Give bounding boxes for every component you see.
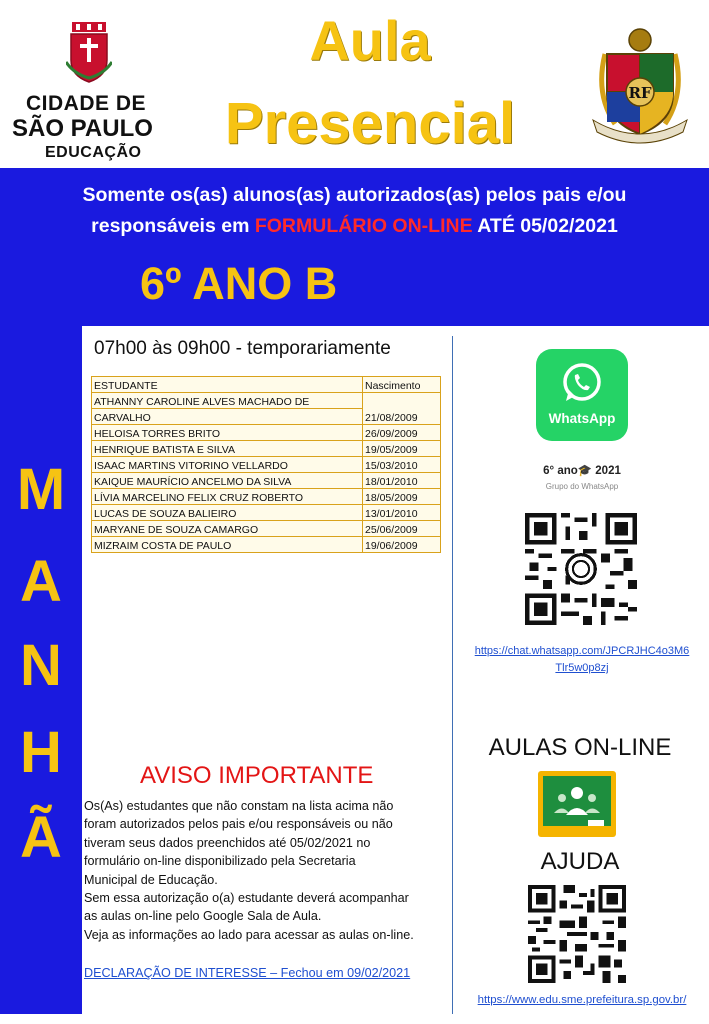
whatsapp-link-line1[interactable]: https://chat.whatsapp.com/JPCRJHC4o3M6 <box>474 645 690 657</box>
student-birth: 15/03/2010 <box>363 457 441 473</box>
schedule-time: 07h00 às 09h00 - temporariamente <box>94 338 391 359</box>
header-cell-student: ESTUDANTE <box>92 377 363 393</box>
side-letter: N <box>20 633 62 698</box>
school-emblem-icon <box>585 24 695 144</box>
side-letter: A <box>20 549 62 614</box>
table-header-row <box>92 377 441 393</box>
logo-dept-line: EDUCAÇÃO <box>45 144 142 161</box>
side-letter: H <box>20 720 62 785</box>
student-name: HELOISA TORRES BRITO <box>92 425 363 441</box>
whatsapp-link-line2[interactable]: Tlr5w0p8zj <box>555 662 609 674</box>
student-name: KAIQUE MAURÍCIO ANCELMO DA SILVA <box>92 473 363 489</box>
student-name: ISAAC MARTINS VITORINO VELLARDO <box>92 457 363 473</box>
banner-form-highlight: FORMULÁRIO ON-LINE <box>254 215 473 237</box>
side-letter: Ã <box>20 805 62 870</box>
help-site-link[interactable]: https://www.edu.sme.prefeitura.sp.gov.br/ <box>477 994 687 1006</box>
banner-notice <box>0 180 709 242</box>
whatsapp-group-name: 6° ano🎓 2021 <box>543 465 621 477</box>
notice-line: Sem essa autorização o(a) estudante deverá acompanhar <box>84 891 409 906</box>
page-title-line1: Aula <box>309 9 431 72</box>
table-row <box>92 489 441 505</box>
student-birth: 26/09/2009 <box>363 425 441 441</box>
student-birth: 18/05/2009 <box>363 489 441 505</box>
table-row <box>92 441 441 457</box>
notice-line: Os(As) estudantes que não constam na lista acima não <box>84 799 394 813</box>
class-name: 6º ANO B <box>140 258 338 309</box>
notice-line: Municipal de Educação. <box>84 872 218 887</box>
google-classroom-icon[interactable] <box>538 771 616 837</box>
declaration-link[interactable]: DECLARAÇÃO DE INTERESSE – Fechou em 09/02/2021 <box>84 966 411 980</box>
logo-name-line: SÃO PAULO <box>12 115 153 142</box>
student-birth <box>363 393 441 409</box>
shift-side-strip <box>0 326 82 1014</box>
side-letter: M <box>16 457 66 522</box>
page-title-line2: Presencial <box>224 91 516 156</box>
table-row <box>92 425 441 441</box>
help-qr-code-icon[interactable] <box>528 885 626 983</box>
help-title: AJUDA <box>540 848 620 875</box>
whatsapp-qr-code-icon[interactable] <box>525 513 637 625</box>
student-birth: 19/05/2009 <box>363 441 441 457</box>
student-name: ATHANNY CAROLINE ALVES MACHADO DE <box>92 393 363 409</box>
notice-line: as aulas on-line pelo Google Sala de Aula. <box>84 909 322 924</box>
student-name: LÍVIA MARCELINO FELIX CRUZ ROBERTO <box>92 489 363 505</box>
table-row <box>92 473 441 489</box>
table-row <box>92 537 441 553</box>
emblem-initials: RF <box>628 84 652 102</box>
notice-line: tiveram seus dados preenchidos até 05/02/2021 no <box>84 835 371 850</box>
banner-line2 <box>0 211 709 242</box>
student-name: HENRIQUE BATISTA E SILVA <box>92 441 363 457</box>
header-cell-birth: Nascimento <box>363 377 441 393</box>
student-name: CARVALHO <box>92 409 363 425</box>
student-birth: 13/01/2010 <box>363 505 441 521</box>
student-name: MARYANE DE SOUZA CAMARGO <box>92 521 363 537</box>
notice-title: AVISO IMPORTANTE <box>140 762 374 789</box>
logo-city-line: CIDADE DE <box>26 92 147 115</box>
table-row <box>92 505 441 521</box>
table-row <box>92 393 441 409</box>
whatsapp-group-subtitle: Grupo do WhatsApp <box>545 482 619 491</box>
students-table <box>91 376 441 553</box>
whatsapp-logo[interactable] <box>536 349 628 441</box>
student-birth: 18/01/2010 <box>363 473 441 489</box>
banner-line2-end: ATÉ 05/02/2021 <box>472 215 618 237</box>
online-classes-title: AULAS ON-LINE <box>488 734 672 761</box>
notice-body <box>84 797 456 944</box>
sao-paulo-logo <box>8 22 166 162</box>
student-name: MIZRAIM COSTA DE PAULO <box>92 537 363 553</box>
notice-line: Veja as informações ao lado para acessar as aulas on-line. <box>84 927 414 942</box>
student-birth: 25/06/2009 <box>363 521 441 537</box>
banner-line2-start: responsáveis em <box>91 215 255 237</box>
student-birth: 19/06/2009 <box>363 537 441 553</box>
whatsapp-group-link[interactable] <box>462 643 702 677</box>
table-row <box>92 457 441 473</box>
student-name: LUCAS DE SOUZA BALIEIRO <box>92 505 363 521</box>
banner-line1: Somente os(as) alunos(as) autorizados(as) pelos pais e/ou <box>82 184 627 206</box>
city-crest-icon <box>66 22 112 84</box>
notice-line: formulário on-line disponibilizado pela Secretaria <box>84 854 356 869</box>
notice-line: foram autorizados pelos pais e/ou responsáveis ou não <box>84 817 393 832</box>
whatsapp-logo-label: WhatsApp <box>548 411 616 426</box>
table-row <box>92 521 441 537</box>
whatsapp-icon <box>560 361 604 405</box>
table-row <box>92 409 441 425</box>
student-birth: 21/08/2009 <box>363 409 441 425</box>
